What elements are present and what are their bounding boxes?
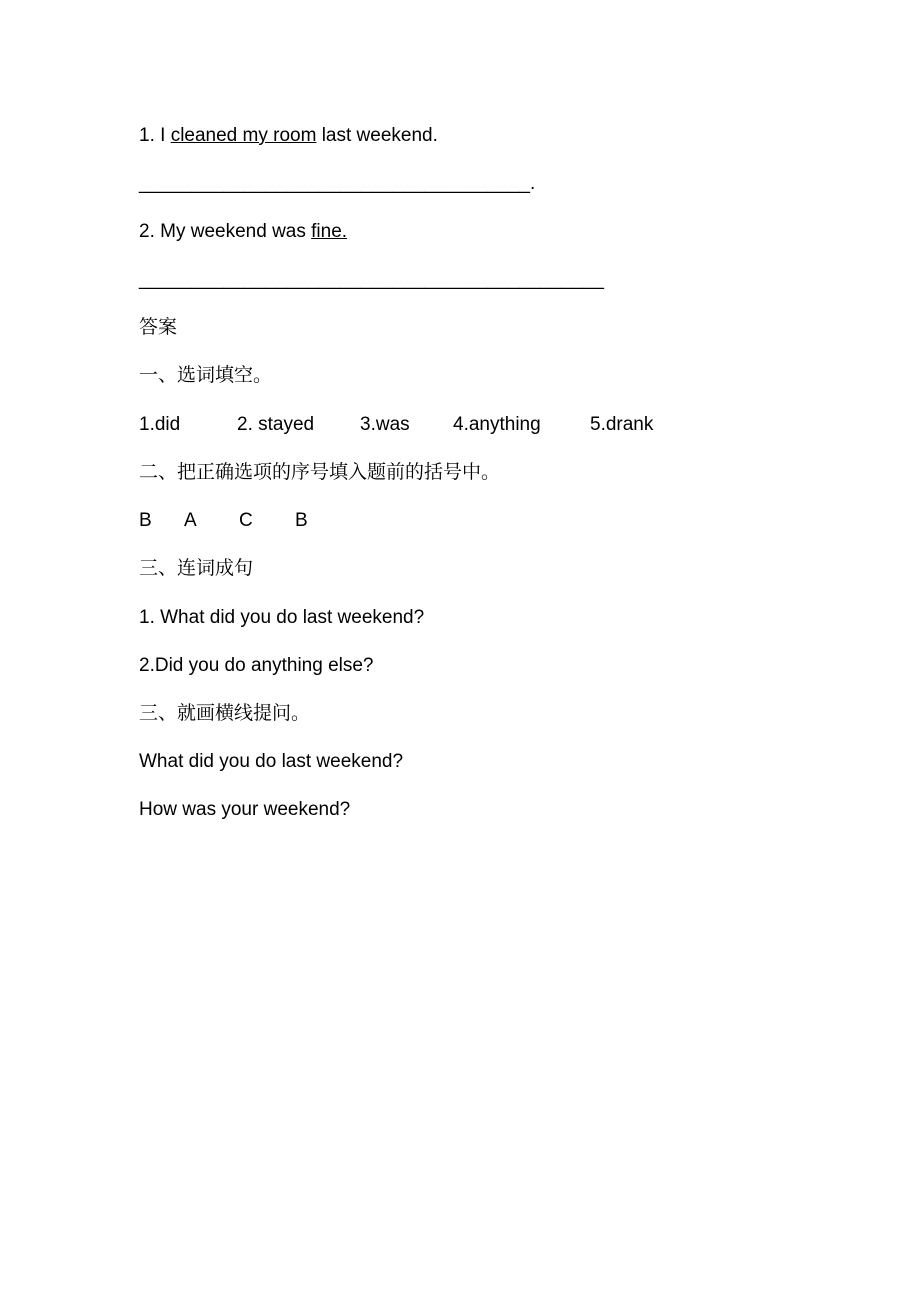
- section-1-answers: [139, 413, 653, 437]
- section-4-answer: How was your weekend?: [139, 799, 351, 820]
- section-3-title: 三、连词成句: [139, 558, 254, 579]
- answer-blank-1: _____________________________________.: [139, 173, 536, 194]
- answer-blank-2: ____________________________________________: [139, 269, 604, 290]
- q1-prefix: 1. I: [139, 125, 171, 146]
- question-1: [139, 124, 438, 148]
- q2-underlined: fine.: [311, 221, 348, 242]
- answer-item: 2. stayed: [237, 414, 315, 435]
- answer-item: 1.did: [139, 414, 181, 435]
- section-2-title: 二、把正确选项的序号填入题前的括号中。: [139, 462, 501, 483]
- question-2: [139, 220, 347, 244]
- section-2-answers: [139, 509, 308, 533]
- answer-item: 3.was: [360, 414, 410, 435]
- q2-prefix: 2. My weekend was: [139, 221, 312, 242]
- section-3-answer: 1. What did you do last weekend?: [139, 607, 425, 628]
- q1-underlined: cleaned my room: [170, 125, 317, 146]
- answer-item: A: [184, 510, 197, 531]
- answer-item: B: [139, 510, 152, 531]
- section-1-title: 一、选词填空。: [139, 365, 273, 386]
- section-3-answer: 2.Did you do anything else?: [139, 655, 374, 676]
- q1-suffix: last weekend.: [316, 125, 438, 146]
- answer-item: 4.anything: [453, 414, 541, 435]
- answer-title: 答案: [139, 317, 178, 338]
- answer-item: C: [239, 510, 253, 531]
- section-4-answer: What did you do last weekend?: [139, 751, 404, 772]
- answer-item: B: [295, 510, 308, 531]
- section-4-title: 三、就画横线提问。: [139, 703, 311, 724]
- answer-item: 5.drank: [590, 414, 654, 435]
